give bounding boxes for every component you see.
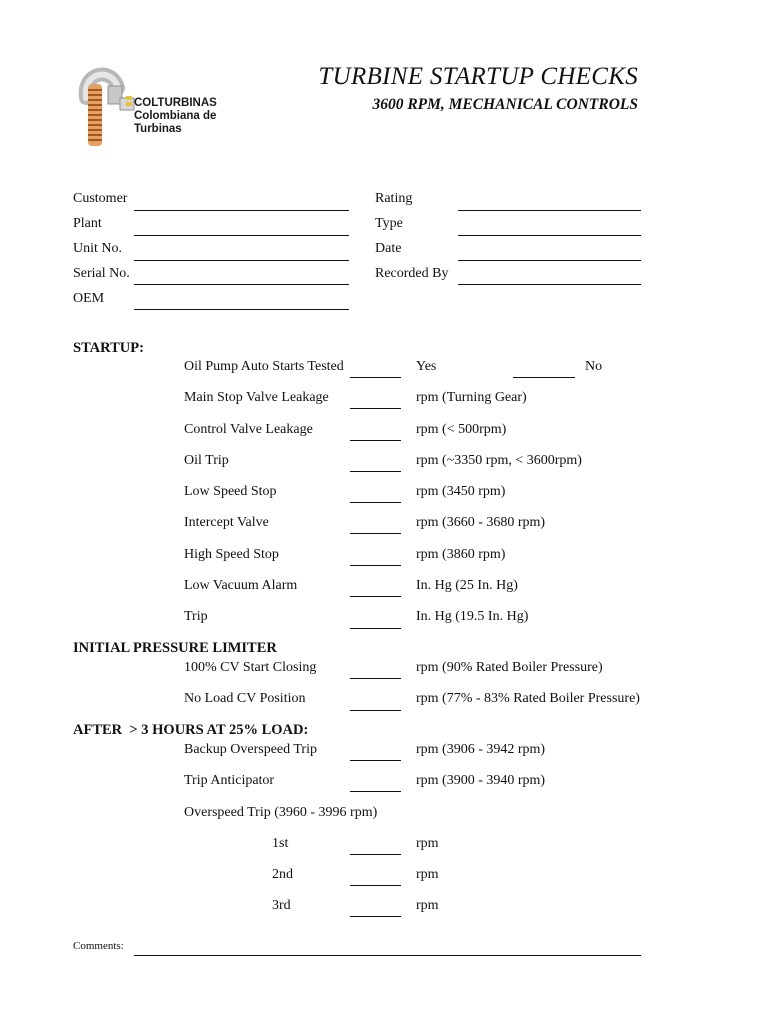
startup-row-field[interactable] bbox=[350, 502, 401, 503]
type-field[interactable] bbox=[458, 235, 641, 236]
startup-row-unit: rpm (~3350 rpm, < 3600rpm) bbox=[416, 453, 582, 468]
oil-pump-yes-label: Yes bbox=[416, 359, 437, 374]
recorded-by-field[interactable] bbox=[458, 284, 641, 285]
attempt-label: 2nd bbox=[272, 867, 293, 882]
date-field[interactable] bbox=[458, 260, 641, 261]
customer-field[interactable] bbox=[134, 210, 349, 211]
startup-row-label: Control Valve Leakage bbox=[184, 422, 313, 437]
page-subtitle: 3600 RPM, MECHANICAL CONTROLS bbox=[372, 96, 638, 113]
oil-pump-no-field[interactable] bbox=[513, 377, 575, 378]
startup-row-label: Oil Trip bbox=[184, 453, 229, 468]
customer-label: Customer bbox=[73, 191, 128, 206]
startup-row-label: Low Vacuum Alarm bbox=[184, 578, 298, 593]
attempt-unit: rpm bbox=[416, 836, 439, 851]
after-row-unit: rpm (3906 - 3942 rpm) bbox=[416, 742, 546, 757]
startup-heading: STARTUP: bbox=[73, 340, 144, 356]
startup-row-label: Trip bbox=[184, 609, 208, 624]
ipl-row-field[interactable] bbox=[350, 678, 401, 679]
oem-field[interactable] bbox=[134, 309, 349, 310]
comments-label: Comments: bbox=[73, 940, 124, 952]
attempt-label: 1st bbox=[272, 836, 289, 851]
attempt-unit: rpm bbox=[416, 867, 439, 882]
overspeed-trip-label: Overspeed Trip (3960 - 3996 rpm) bbox=[184, 805, 378, 820]
rating-label: Rating bbox=[375, 191, 413, 206]
ipl-row-label: 100% CV Start Closing bbox=[184, 660, 317, 675]
startup-row-unit: rpm (3860 rpm) bbox=[416, 547, 506, 562]
startup-row-field[interactable] bbox=[350, 440, 401, 441]
plant-label: Plant bbox=[73, 216, 102, 231]
serial-no-field[interactable] bbox=[134, 284, 349, 285]
serial-no-label: Serial No. bbox=[73, 266, 130, 281]
attempt-field[interactable] bbox=[350, 916, 401, 917]
startup-row-field[interactable] bbox=[350, 628, 401, 629]
startup-row-field[interactable] bbox=[350, 408, 401, 409]
logo-line-1: COLTURBINAS bbox=[134, 97, 217, 109]
attempt-label: 3rd bbox=[272, 898, 291, 913]
startup-row-unit: rpm (< 500rpm) bbox=[416, 422, 507, 437]
oil-pump-label: Oil Pump Auto Starts Tested bbox=[184, 359, 344, 374]
plant-field[interactable] bbox=[134, 235, 349, 236]
comments-field[interactable] bbox=[134, 955, 641, 956]
attempt-unit: rpm bbox=[416, 898, 439, 913]
unit-no-label: Unit No. bbox=[73, 241, 122, 256]
startup-row-label: Intercept Valve bbox=[184, 515, 269, 530]
startup-row-field[interactable] bbox=[350, 565, 401, 566]
recorded-by-label: Recorded By bbox=[375, 266, 449, 281]
unit-no-field[interactable] bbox=[134, 260, 349, 261]
ipl-row-unit: rpm (90% Rated Boiler Pressure) bbox=[416, 660, 603, 675]
rating-field[interactable] bbox=[458, 210, 641, 211]
page-title: TURBINE STARTUP CHECKS bbox=[318, 63, 638, 90]
startup-row-unit: In. Hg (25 In. Hg) bbox=[416, 578, 518, 593]
oil-pump-yes-field[interactable] bbox=[350, 377, 401, 378]
after-row-field[interactable] bbox=[350, 760, 401, 761]
type-label: Type bbox=[375, 216, 403, 231]
startup-row-unit: In. Hg (19.5 In. Hg) bbox=[416, 609, 529, 624]
startup-row-unit: rpm (3450 rpm) bbox=[416, 484, 506, 499]
startup-row-field[interactable] bbox=[350, 596, 401, 597]
after-row-field[interactable] bbox=[350, 791, 401, 792]
after-row-label: Trip Anticipator bbox=[184, 773, 275, 788]
after-row-label: Backup Overspeed Trip bbox=[184, 742, 317, 757]
attempt-field[interactable] bbox=[350, 885, 401, 886]
logo-line-2: Colombiana de bbox=[134, 110, 217, 122]
logo-line-3: Turbinas bbox=[134, 123, 182, 135]
ipl-row-unit: rpm (77% - 83% Rated Boiler Pressure) bbox=[416, 691, 640, 706]
startup-row-field[interactable] bbox=[350, 471, 401, 472]
ipl-heading: INITIAL PRESSURE LIMITER bbox=[73, 640, 277, 656]
oem-label: OEM bbox=[73, 291, 105, 306]
startup-row-unit: rpm (3660 - 3680 rpm) bbox=[416, 515, 546, 530]
startup-row-unit: rpm (Turning Gear) bbox=[416, 390, 527, 405]
ipl-row-label: No Load CV Position bbox=[184, 691, 306, 706]
after-row-unit: rpm (3900 - 3940 rpm) bbox=[416, 773, 546, 788]
startup-row-label: High Speed Stop bbox=[184, 547, 279, 562]
startup-row-field[interactable] bbox=[350, 533, 401, 534]
logo-text bbox=[134, 97, 217, 136]
startup-row-label: Low Speed Stop bbox=[184, 484, 277, 499]
attempt-field[interactable] bbox=[350, 854, 401, 855]
after-heading: AFTER > 3 HOURS AT 25% LOAD: bbox=[73, 722, 309, 738]
ipl-row-field[interactable] bbox=[350, 710, 401, 711]
oil-pump-no-label: No bbox=[585, 359, 603, 374]
date-label: Date bbox=[375, 241, 402, 256]
startup-row-label: Main Stop Valve Leakage bbox=[184, 390, 329, 405]
